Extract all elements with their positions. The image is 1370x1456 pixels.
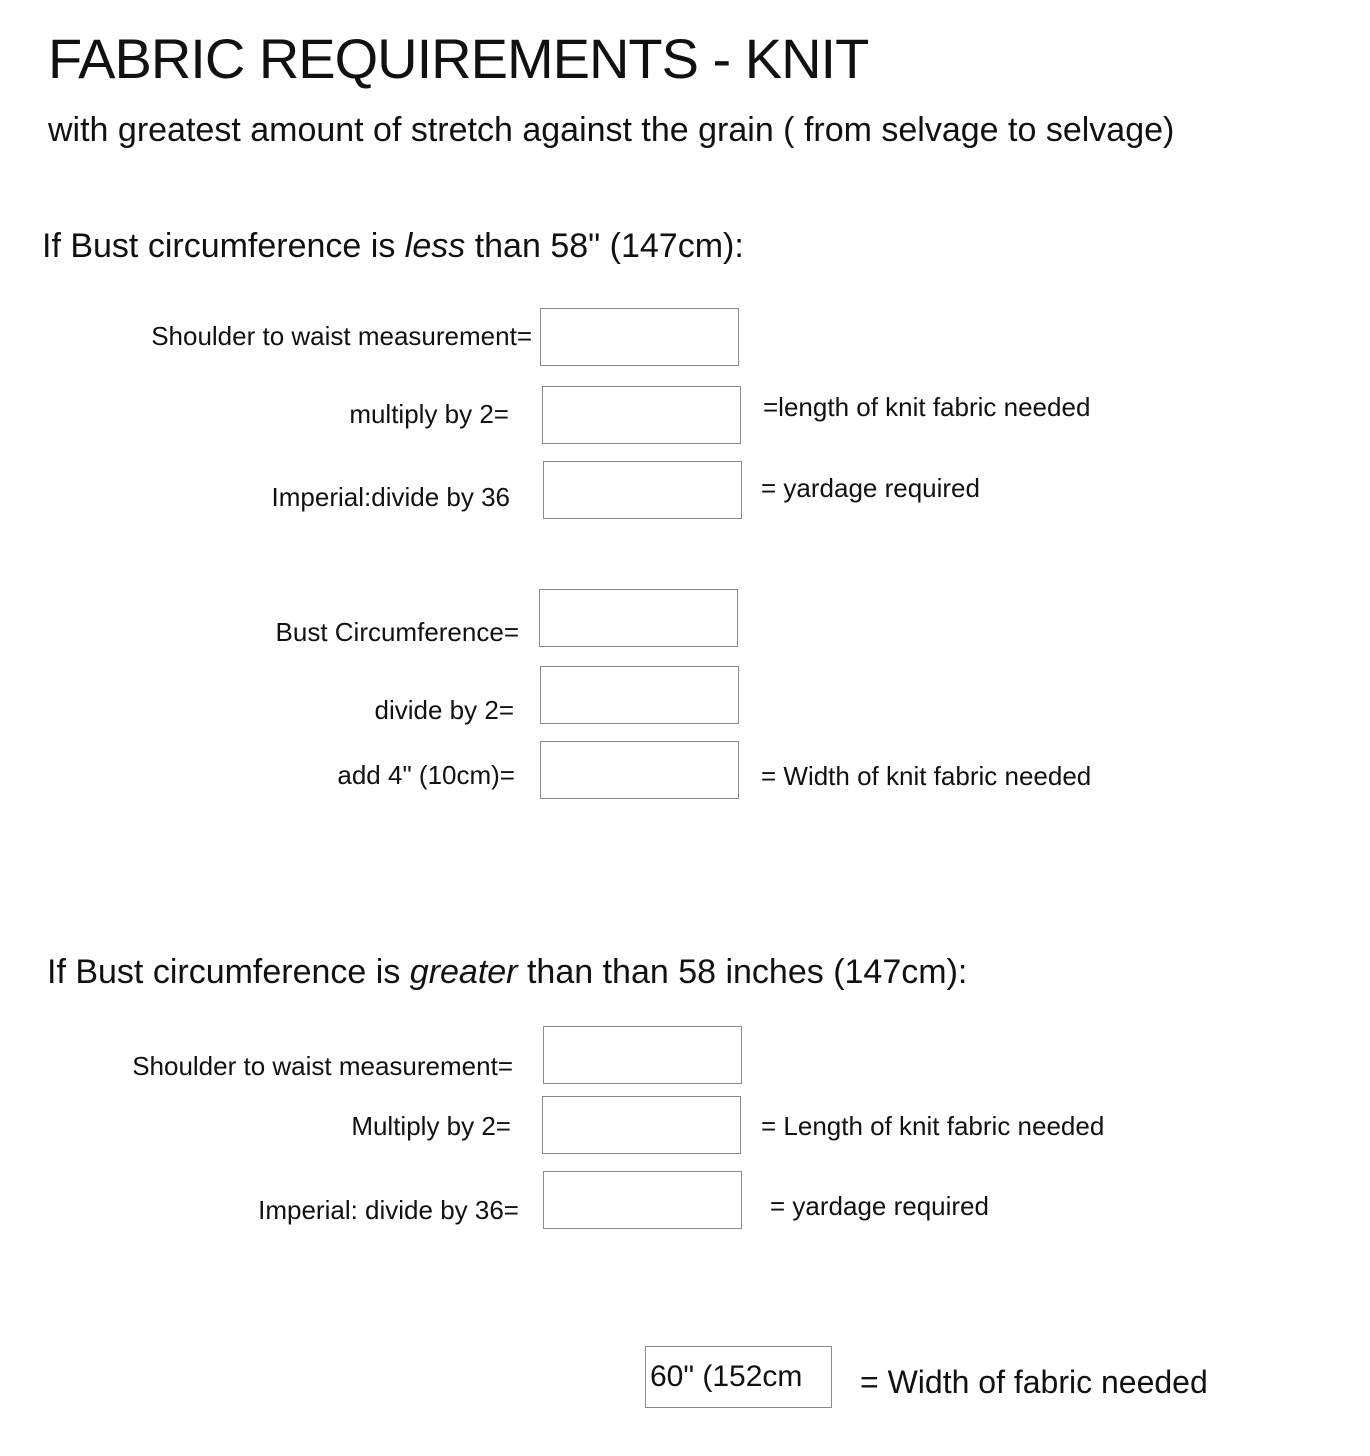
label-multiply-by-2: multiply by 2=: [349, 399, 509, 429]
label-add-4-inches: add 4" (10cm)=: [337, 760, 515, 790]
label-imperial-divide-by-36-greater: Imperial: divide by 36=: [258, 1195, 519, 1225]
label-divide-by-2: divide by 2=: [374, 695, 514, 725]
section-heading-greater-pre: If Bust circumference is: [47, 953, 410, 991]
label-shoulder-to-waist-greater: Shoulder to waist measurement=: [132, 1051, 513, 1081]
fabric-width-input[interactable]: [645, 1346, 832, 1408]
label-imperial-divide-by-36: Imperial:divide by 36: [271, 482, 510, 512]
page-subtitle: with greatest amount of stretch against the grain ( from selvage to selvage): [48, 111, 1175, 149]
section-heading-less-pre: If Bust circumference is: [42, 227, 405, 265]
label-multiply-by-2-greater: Multiply by 2=: [351, 1111, 511, 1141]
imperial-divide-by-36-input[interactable]: [543, 461, 742, 519]
imperial-divide-by-36-greater-input[interactable]: [543, 1171, 742, 1229]
note-length-of-knit-fabric: =length of knit fabric needed: [763, 392, 1091, 422]
section-heading-less-post: than 58" (147cm):: [465, 227, 744, 265]
section-heading-greater: [47, 950, 967, 994]
note-width-of-fabric: = Width of fabric needed: [860, 1364, 1208, 1400]
section-heading-greater-post: than than 58 inches (147cm):: [517, 953, 968, 991]
shoulder-to-waist-input[interactable]: [540, 308, 739, 366]
divide-by-2-input[interactable]: [540, 666, 739, 724]
page-title: FABRIC REQUIREMENTS - KNIT: [48, 27, 869, 90]
note-width-of-knit-fabric: = Width of knit fabric needed: [761, 761, 1092, 791]
note-length-of-knit-fabric-greater: = Length of knit fabric needed: [761, 1111, 1105, 1141]
multiply-by-2-input[interactable]: [542, 386, 741, 444]
multiply-by-2-greater-input[interactable]: [542, 1096, 741, 1154]
bust-circumference-input[interactable]: [539, 589, 738, 647]
shoulder-to-waist-greater-input[interactable]: [543, 1026, 742, 1084]
label-bust-circumference: Bust Circumference=: [275, 617, 519, 647]
add-4-inches-input[interactable]: [540, 741, 739, 799]
label-shoulder-to-waist: Shoulder to waist measurement=: [151, 321, 532, 351]
section-heading-less-emphasis: less: [404, 227, 466, 265]
section-heading-greater-emphasis: greater: [409, 953, 518, 991]
note-yardage-required: = yardage required: [761, 473, 980, 503]
section-heading-less: [42, 224, 744, 268]
note-yardage-required-greater: = yardage required: [770, 1191, 989, 1221]
